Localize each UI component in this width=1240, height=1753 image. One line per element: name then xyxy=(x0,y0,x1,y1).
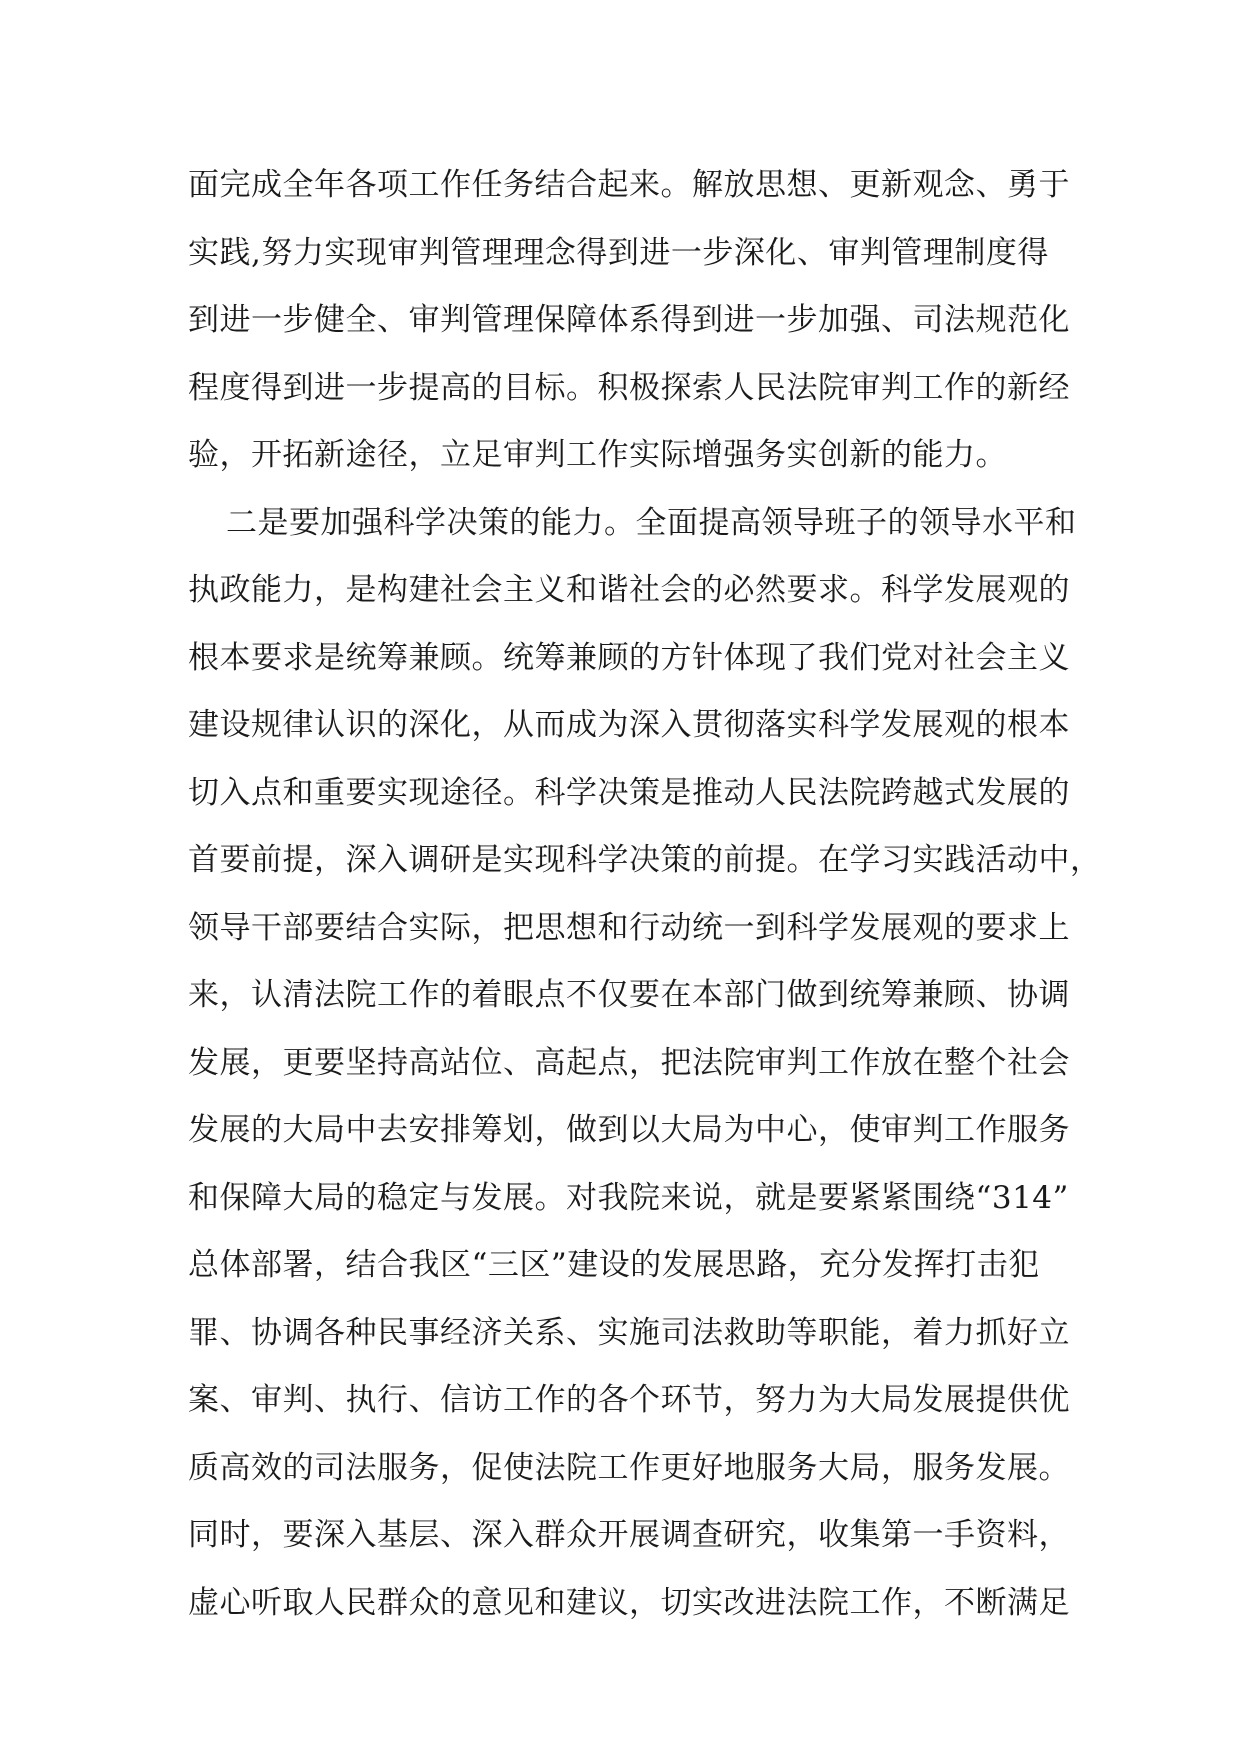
text-line: 罪、协调各种民事经济关系、实施司法救助等职能，着力抓好立 xyxy=(188,1314,1070,1351)
text-line: 根本要求是统筹兼顾。统筹兼顾的方针体现了我们党对社会主义 xyxy=(188,639,1070,676)
text-line: 实践,努力实现审判管理理念得到进一步深化、审判管理制度得 xyxy=(188,234,1049,271)
text-line: 验，开拓新途径，立足审判工作实际增强务实创新的能力。 xyxy=(188,437,1007,473)
text-line: 面完成全年各项工作任务结合起来。解放思想、更新观念、勇于 xyxy=(188,167,1070,203)
text-line: 和保障大局的稳定与发展。对我院来说，就是要紧紧围绕“314” xyxy=(188,1179,1069,1216)
text-line: 案、审判、执行、信访工作的各个环节，努力为大局发展提供优 xyxy=(188,1382,1070,1418)
text-line: 同时，要深入基层、深入群众开展调查研究，收集第一手资料， xyxy=(188,1517,1070,1553)
text-line: 质高效的司法服务，促使法院工作更好地服务大局，服务发展。 xyxy=(188,1449,1070,1486)
text-line: 建设规律认识的深化，从而成为深入贯彻落实科学发展观的根本 xyxy=(188,707,1070,743)
text-line: 领导干部要结合实际，把思想和行动统一到科学发展观的要求上 xyxy=(188,909,1070,946)
text-line: 到进一步健全、审判管理保障体系得到进一步加强、司法规范化 xyxy=(188,302,1070,338)
text-line: 发展，更要坚持高站位、高起点，把法院审判工作放在整个社会 xyxy=(188,1044,1070,1081)
text-line: 虚心听取人民群众的意见和建议，切实改进法院工作，不断满足 xyxy=(188,1584,1070,1621)
text-line: 总体部署，结合我区“三区”建设的发展思路，充分发挥打击犯 xyxy=(188,1247,1040,1283)
text-line: 来，认清法院工作的着眼点不仅要在本部门做到统筹兼顾、协调 xyxy=(188,977,1070,1013)
text-line: 执政能力，是构建社会主义和谐社会的必然要求。科学发展观的 xyxy=(188,572,1070,608)
text-line: 首要前提，深入调研是实现科学决策的前提。在学习实践活动中， xyxy=(188,842,1102,878)
text-line: 切入点和重要实现途径。科学决策是推动人民法院跨越式发展的 xyxy=(188,774,1070,811)
paragraph-start-line: 二是要加强科学决策的能力。全面提高领导班子的领导水平和 xyxy=(226,504,1077,541)
text-line: 发展的大局中去安排筹划，做到以大局为中心，使审判工作服务 xyxy=(188,1112,1070,1148)
body-text xyxy=(188,152,1102,1637)
text-line: 程度得到进一步提高的目标。积极探索人民法院审判工作的新经 xyxy=(188,369,1070,406)
